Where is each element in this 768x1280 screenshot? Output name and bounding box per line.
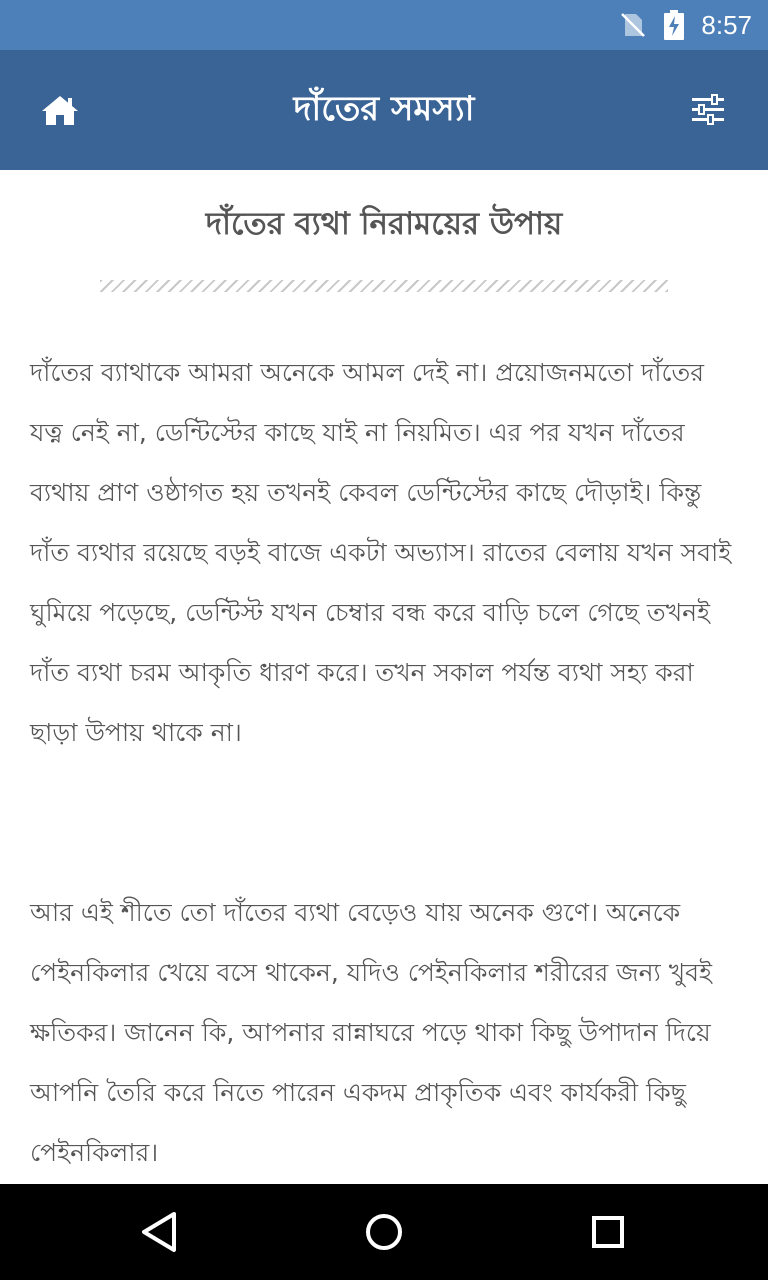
article-title: দাঁতের ব্যথা নিরাময়ের উপায় — [205, 206, 563, 242]
recents-icon[interactable] — [582, 1206, 634, 1258]
article-paragraph: দাঁতের ব্যাথাকে আমরা অনেকে আমল দেই না। প্রয়োজনমতো দাঁতের যত্ন নেই না, ডেন্টিস্টের কাছে যাই না নিয়মিত। এর পর যখন দাঁতের ব্যথায় প্রাণ ওষ্ঠাগত হয় তখনই কেবল ডেন্টিস্টের কাছে দৌড়াই। কিন্তু দাঁত ব্যথার রয়েছে বড়ই বাজে একটা অভ্যাস। রাতের বেলায় যখন সবাই ঘুমিয়ে পড়েছে, ডেন্টিস্ট যখন চেম্বার বন্ধ করে বাড়ি চলে গেছে তখনই দাঁত ব্যথা চরম আকৃতি ধারণ করে। তখন সকাল পর্যন্ত ব্যথা সহ্য করা ছাড়া উপায় থাকে না। — [30, 358, 732, 747]
app-title: দাঁতের সমস্যা — [293, 89, 475, 129]
battery-charging-icon — [664, 10, 684, 40]
article-paragraph: আর এই শীতে তো দাঁতের ব্যথা বেড়েও যায় অনেক গুণে। অনেকে পেইনকিলার খেয়ে বসে থাকেন, যদিও পেইনকিলার শরীরের জন্য খুবই ক্ষতিকর। জানেন কি, আপনার রান্নাঘরে পড়ে থাকা কিছু উপাদান দিয়ে আপনি তৈরি করে নিতে পারেন একদম প্রাকৃতিক এবং কার্যকরী কিছু পেইনকিলার। — [30, 898, 713, 1167]
home-circle-icon[interactable] — [358, 1206, 410, 1258]
status-bar — [0, 0, 768, 50]
home-icon[interactable] — [40, 92, 80, 128]
app-bar — [0, 50, 768, 170]
settings-sliders-icon[interactable] — [688, 92, 728, 128]
back-icon[interactable] — [134, 1206, 186, 1258]
article-content[interactable] — [0, 170, 768, 1184]
no-sim-icon — [620, 12, 646, 38]
hatched-divider — [100, 280, 668, 292]
status-time: 8:57 — [701, 10, 752, 40]
navigation-bar — [0, 1184, 768, 1280]
